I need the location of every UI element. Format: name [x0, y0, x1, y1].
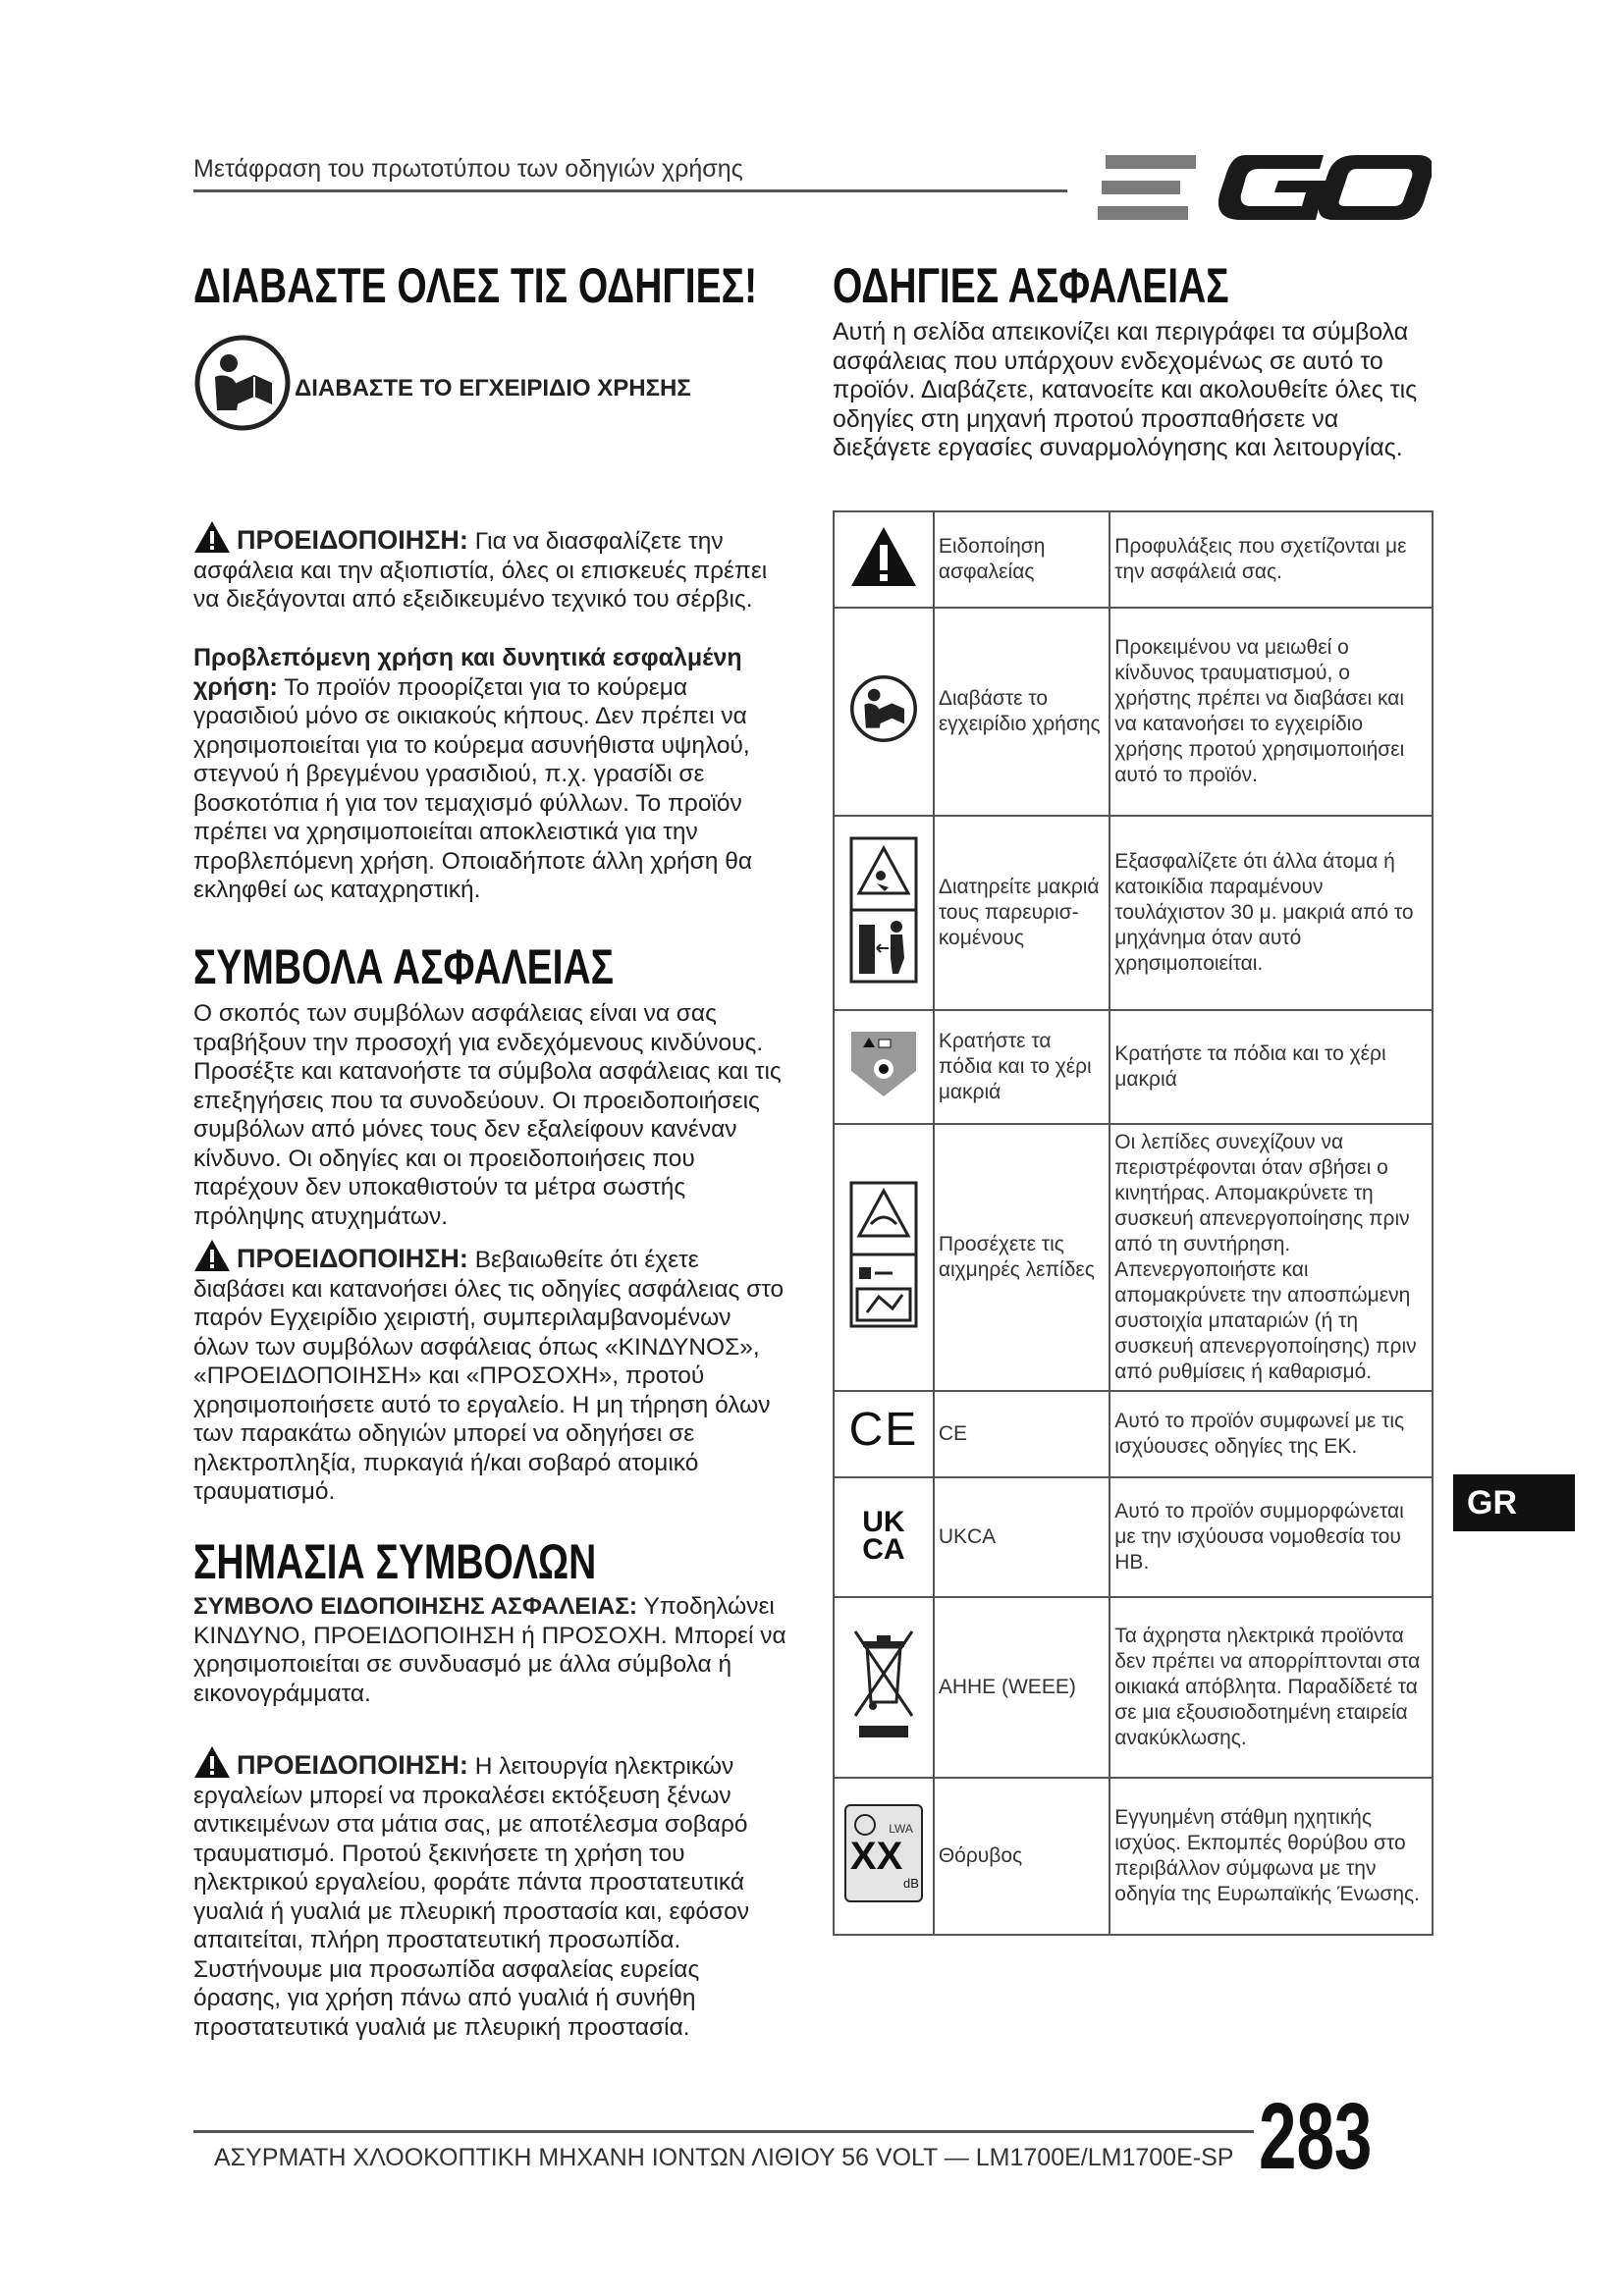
table-row	[834, 1391, 1433, 1477]
ce-mark-icon: CE	[848, 1403, 919, 1456]
read-manual-icon	[849, 674, 918, 743]
page-number: 283	[1259, 2084, 1373, 2189]
table-row	[834, 1010, 1433, 1124]
warning-label: ΠΡΟΕΙΔΟΠΟΙΗΣΗ:	[237, 525, 468, 555]
footer-divider	[193, 2130, 1254, 2133]
warning-read-manual	[193, 1239, 792, 1507]
noise-level-icon	[844, 1804, 923, 1902]
symbol-meaning-label: ΣΥΜΒΟΛΟ ΕΙΔΟΠΟΙΗΣΗΣ ΑΣΦΑΛΕΙΑΣ:	[193, 1593, 638, 1620]
sharp-blades-icon	[849, 1181, 918, 1328]
intended-use-heading: Προβλεπόμενη χρήση και δυνητικά εσφαλμένη χρήση:	[193, 644, 742, 701]
ukca-mark-icon	[862, 1506, 905, 1566]
ukca-top: UK	[862, 1506, 905, 1538]
weee-bin-icon	[849, 1626, 918, 1743]
header-title: Μετάφραση του πρωτοτύπου των οδηγιών χρήσης	[193, 155, 743, 183]
table-row	[834, 1778, 1433, 1935]
warning-text: Βεβαιωθείτε ότι έχετε διαβάσει και κατανοήσει όλες τις οδηγίες ασφάλειας στο παρόν Εγχειρίδιο χειριστή, συμπεριλαμβανομένων όλων των συμβόλων ασφάλειας όπως «ΚΙΝΔΥΝΟΣ», «ΠΡΟΕΙΔΟΠΟΙΗΣΗ» και «ΠΡΟΣΟΧΗ», προτού χρησιμοποιήσετε αυτό το εργαλείο. Η μη τήρηση όλων των παρακάτω οδηγιών μπορεί να οδηγήσει σε ηλεκτροπληξία, πυρκαγιά ή/και σοβαρό ατομικό τραυματισμό.	[193, 1247, 785, 1505]
warning-triangle-icon	[193, 1745, 231, 1779]
symbol-meaning-text: Υποδηλώνει ΚΙΝΔΥΝΟ, ΠΡΟΕΙΔΟΠΟΙΗΣΗ ή ΠΡΟΣΟΧΗ. Μπορεί να χρησιμοποιείται σε συνδυασμό με άλλα σύμβολα ή εικονογράμματα.	[193, 1593, 786, 1707]
intended-use-section	[193, 644, 783, 905]
safety-symbols-table	[833, 510, 1434, 1936]
ukca-bottom: CA	[862, 1533, 905, 1566]
intended-use-text: Το προϊόν προορίζεται για το κούρεμα γρασιδιού μόνο σε οικιακούς κήπους. Δεν πρέπει να χρησιμοποιείται για το κούρεμα ασυνήθιστα υψηλού, στεγνού ή βρεγμένου γρασιδιού, π.χ. γρασίδι σε βοσκοτόπια ή για τον τεμαχισμό φύλλων. Το προϊόν πρέπει να χρησιμοποιείται αποκλειστικά για την προβλεπόμενη χρήση. Οποιαδήποτε άλλη χρήση θα εκληφθεί ως καταχρηστική.	[193, 673, 752, 903]
symbol-name: Ειδοποίηση ασφαλείας	[934, 511, 1110, 608]
table-row	[834, 1477, 1433, 1597]
table-row	[834, 511, 1433, 608]
symbol-description: Αυτό το προϊόν συμμορφώνεται με την ισχύουσα νομοθεσία του ΗΒ.	[1110, 1477, 1433, 1597]
symbol-name: Διατηρείτε μακριά τους παρευρισ-κομένους	[934, 816, 1110, 1010]
symbol-name: Διαβάστε το εγχειρίδιο χρήσης	[934, 608, 1110, 816]
noise-unit: dB	[903, 1875, 919, 1891]
warning-label: ΠΡΟΕΙΔΟΠΟΙΗΣΗ:	[237, 1750, 468, 1780]
symbol-description: Κρατήστε τα πόδια και το χέρι μακριά	[1110, 1010, 1433, 1124]
symbol-name: ΑΗΗΕ (WEEE)	[934, 1597, 1110, 1778]
safety-symbols-title: ΣΥΜΒΟΛΑ ΑΣΦΑΛΕΙΑΣ	[193, 939, 615, 994]
noise-lwa-label: LWA	[889, 1821, 913, 1836]
warning-triangle-icon	[849, 525, 918, 588]
symbol-description: Προφυλάξεις που σχετίζονται με την ασφάλειά σας.	[1110, 511, 1433, 608]
warning-service	[193, 520, 783, 614]
read-manual-label: ΔΙΑΒΑΣΤΕ ΤΟ ΕΓΧΕΙΡΙΔΙΟ ΧΡΗΣΗΣ	[295, 375, 691, 401]
symbol-description: Προκειμένου να μειωθεί ο κίνδυνος τραυματισμού, ο χρήστης πρέπει να διαβάσει και να κατανοήσει το εγχειρίδιο χρήσης προτού χρησιμοποιήσει αυτό το προϊόν.	[1110, 608, 1433, 816]
symbol-name: CE	[934, 1391, 1110, 1477]
table-row	[834, 816, 1433, 1010]
footer-title: ΑΣΥΡΜΑΤΗ ΧΛΟΟΚΟΠΤΙΚΗ ΜΗΧΑΝΗ ΙΟΝΤΩΝ ΛΙΘΙΟΥ 56 VOLT — LM1700E/LM1700E-SP	[214, 2144, 1234, 2171]
safety-instructions-title: ΟΔΗΓΙΕΣ ΑΣΦΑΛΕΙΑΣ	[833, 258, 1229, 313]
warning-label: ΠΡΟΕΙΔΟΠΟΙΗΣΗ:	[237, 1244, 468, 1273]
sound-icon	[854, 1814, 876, 1836]
read-manual-icon	[193, 334, 292, 432]
symbol-name: Θόρυβος	[934, 1778, 1110, 1935]
symbol-description: Εγγυημένη στάθμη ηχητικής ισχύος. Εκπομπές θορύβου στο περιβάλλον σύμφωνα με την οδηγία της Ευρωπαϊκής Ένωσης.	[1110, 1778, 1433, 1935]
symbol-name: Κρατήστε τα πόδια και το χέρι μακριά	[934, 1010, 1110, 1124]
table-row	[834, 1597, 1433, 1778]
symbol-name: UKCA	[934, 1477, 1110, 1597]
header-divider	[193, 189, 1067, 192]
symbol-description: Οι λεπίδες συνεχίζουν να περιστρέφονται όταν σβήσει ο κινητήρας. Απομακρύνετε τη συσκευή απενεργοποίησης πριν από τη συντήρηση. Απενεργοποιήστε και απομακρύνετε την αποσπώμενη συστοιχία μπαταριών (ή τη συσκευή απενεργοποίησης) πριν από ρυθμίσεις ή καθαρισμό.	[1110, 1124, 1433, 1391]
safety-symbols-text: Ο σκοπός των συμβόλων ασφάλειας είναι να σας τραβήξουν την προσοχή για ενδεχόμενους κινδύνους. Προσέξτε και κατανοήστε τα σύμβολα ασφάλειας και τις επεξηγήσεις που τα συνοδεύουν. Οι προειδοποιήσεις συμβόλων από μόνες τους δεν εξαλείφουν κανέναν κίνδυνο. Οι οδηγίες και οι προειδοποιήσεις που παρέχουν δεν υποκαθιστούν τα μέτρα σωστής πρόληψης ατυχημάτων.	[193, 1000, 782, 1230]
table-row	[834, 608, 1433, 816]
warning-text: Για να διασφαλίζετε την ασφάλεια και την αξιοπιστία, όλες οι επισκευές πρέπει να διεξάγονται από εξειδικευμένο τεχνικό του σέρβις.	[193, 528, 768, 613]
symbol-description: Εξασφαλίζετε ότι άλλα άτομα ή κατοικίδια παραμένουν τουλάχιστον 30 μ. μακριά από το μηχάνημα όταν αυτό χρησιμοποιείται.	[1110, 816, 1433, 1010]
warning-triangle-icon	[193, 520, 231, 554]
symbol-description: Τα άχρηστα ηλεκτρικά προϊόντα δεν πρέπει να απορρίπτονται στα οικιακά απόβλητα. Παραδίδετέ τα σε μια εξουσιοδοτημένη εταιρεία ανακύκλωσης.	[1110, 1597, 1433, 1778]
warning-triangle-icon	[193, 1239, 231, 1272]
symbol-description: Αυτό το προϊόν συμφωνεί με τις ισχύουσες οδηγίες της ΕΚ.	[1110, 1391, 1433, 1477]
read-all-instructions-title: ΔΙΑΒΑΣΤΕ ΟΛΕΣ ΤΙΣ ΟΔΗΓΙΕΣ!	[193, 258, 758, 313]
symbol-name: Προσέχετε τις αιχμηρές λεπίδες	[934, 1124, 1110, 1391]
keep-bystanders-away-icon	[849, 836, 918, 984]
table-row	[834, 1124, 1433, 1391]
safety-instructions-intro: Αυτή η σελίδα απεικονίζει και περιγράφει τα σύμβολα ασφάλειας που υπάρχουν ενδεχομένως σε αυτό το προϊόν. Διαβάζετε, κατανοείτε και ακολουθείτε όλες τις οδηγίες στη μηχανή προτού προσπαθήσετε να διεξάγετε εργασίες συναρμολόγησης και λειτουργίας.	[833, 318, 1418, 461]
keep-hands-feet-away-icon	[849, 1030, 918, 1098]
symbol-meaning-section	[193, 1592, 792, 1708]
warning-text: Η λειτουργία ηλεκτρικών εργαλείων μπορεί να προκαλέσει εκτόξευση ξένων αντικειμένων στα μάτια σας, με αποτέλεσμα σοβαρό τραυματισμό. Προτού ξεκινήσετε τη χρήση του ηλεκτρικού εργαλείου, φοράτε πάντα προστατευτικά γυαλιά ή γυαλιά με πλευρική προστασία και, εφόσον απαιτείται, πλήρη προστατευτική προσωπίδα. Συστήνουμε μια προσωπίδα ασφαλείας ευρείας όρασης, για χρήση πάνω από γυαλιά ή συνήθη προστατευτικά γυαλιά με πλευρική προστασία.	[193, 1753, 749, 2041]
symbol-meaning-title: ΣΗΜΑΣΙΑ ΣΥΜΒΟΛΩΝ	[193, 1534, 597, 1589]
language-tab: GR	[1453, 1474, 1575, 1531]
noise-value: XX	[849, 1834, 903, 1878]
ego-logo	[1098, 147, 1432, 228]
warning-eye-protection	[193, 1745, 792, 2042]
